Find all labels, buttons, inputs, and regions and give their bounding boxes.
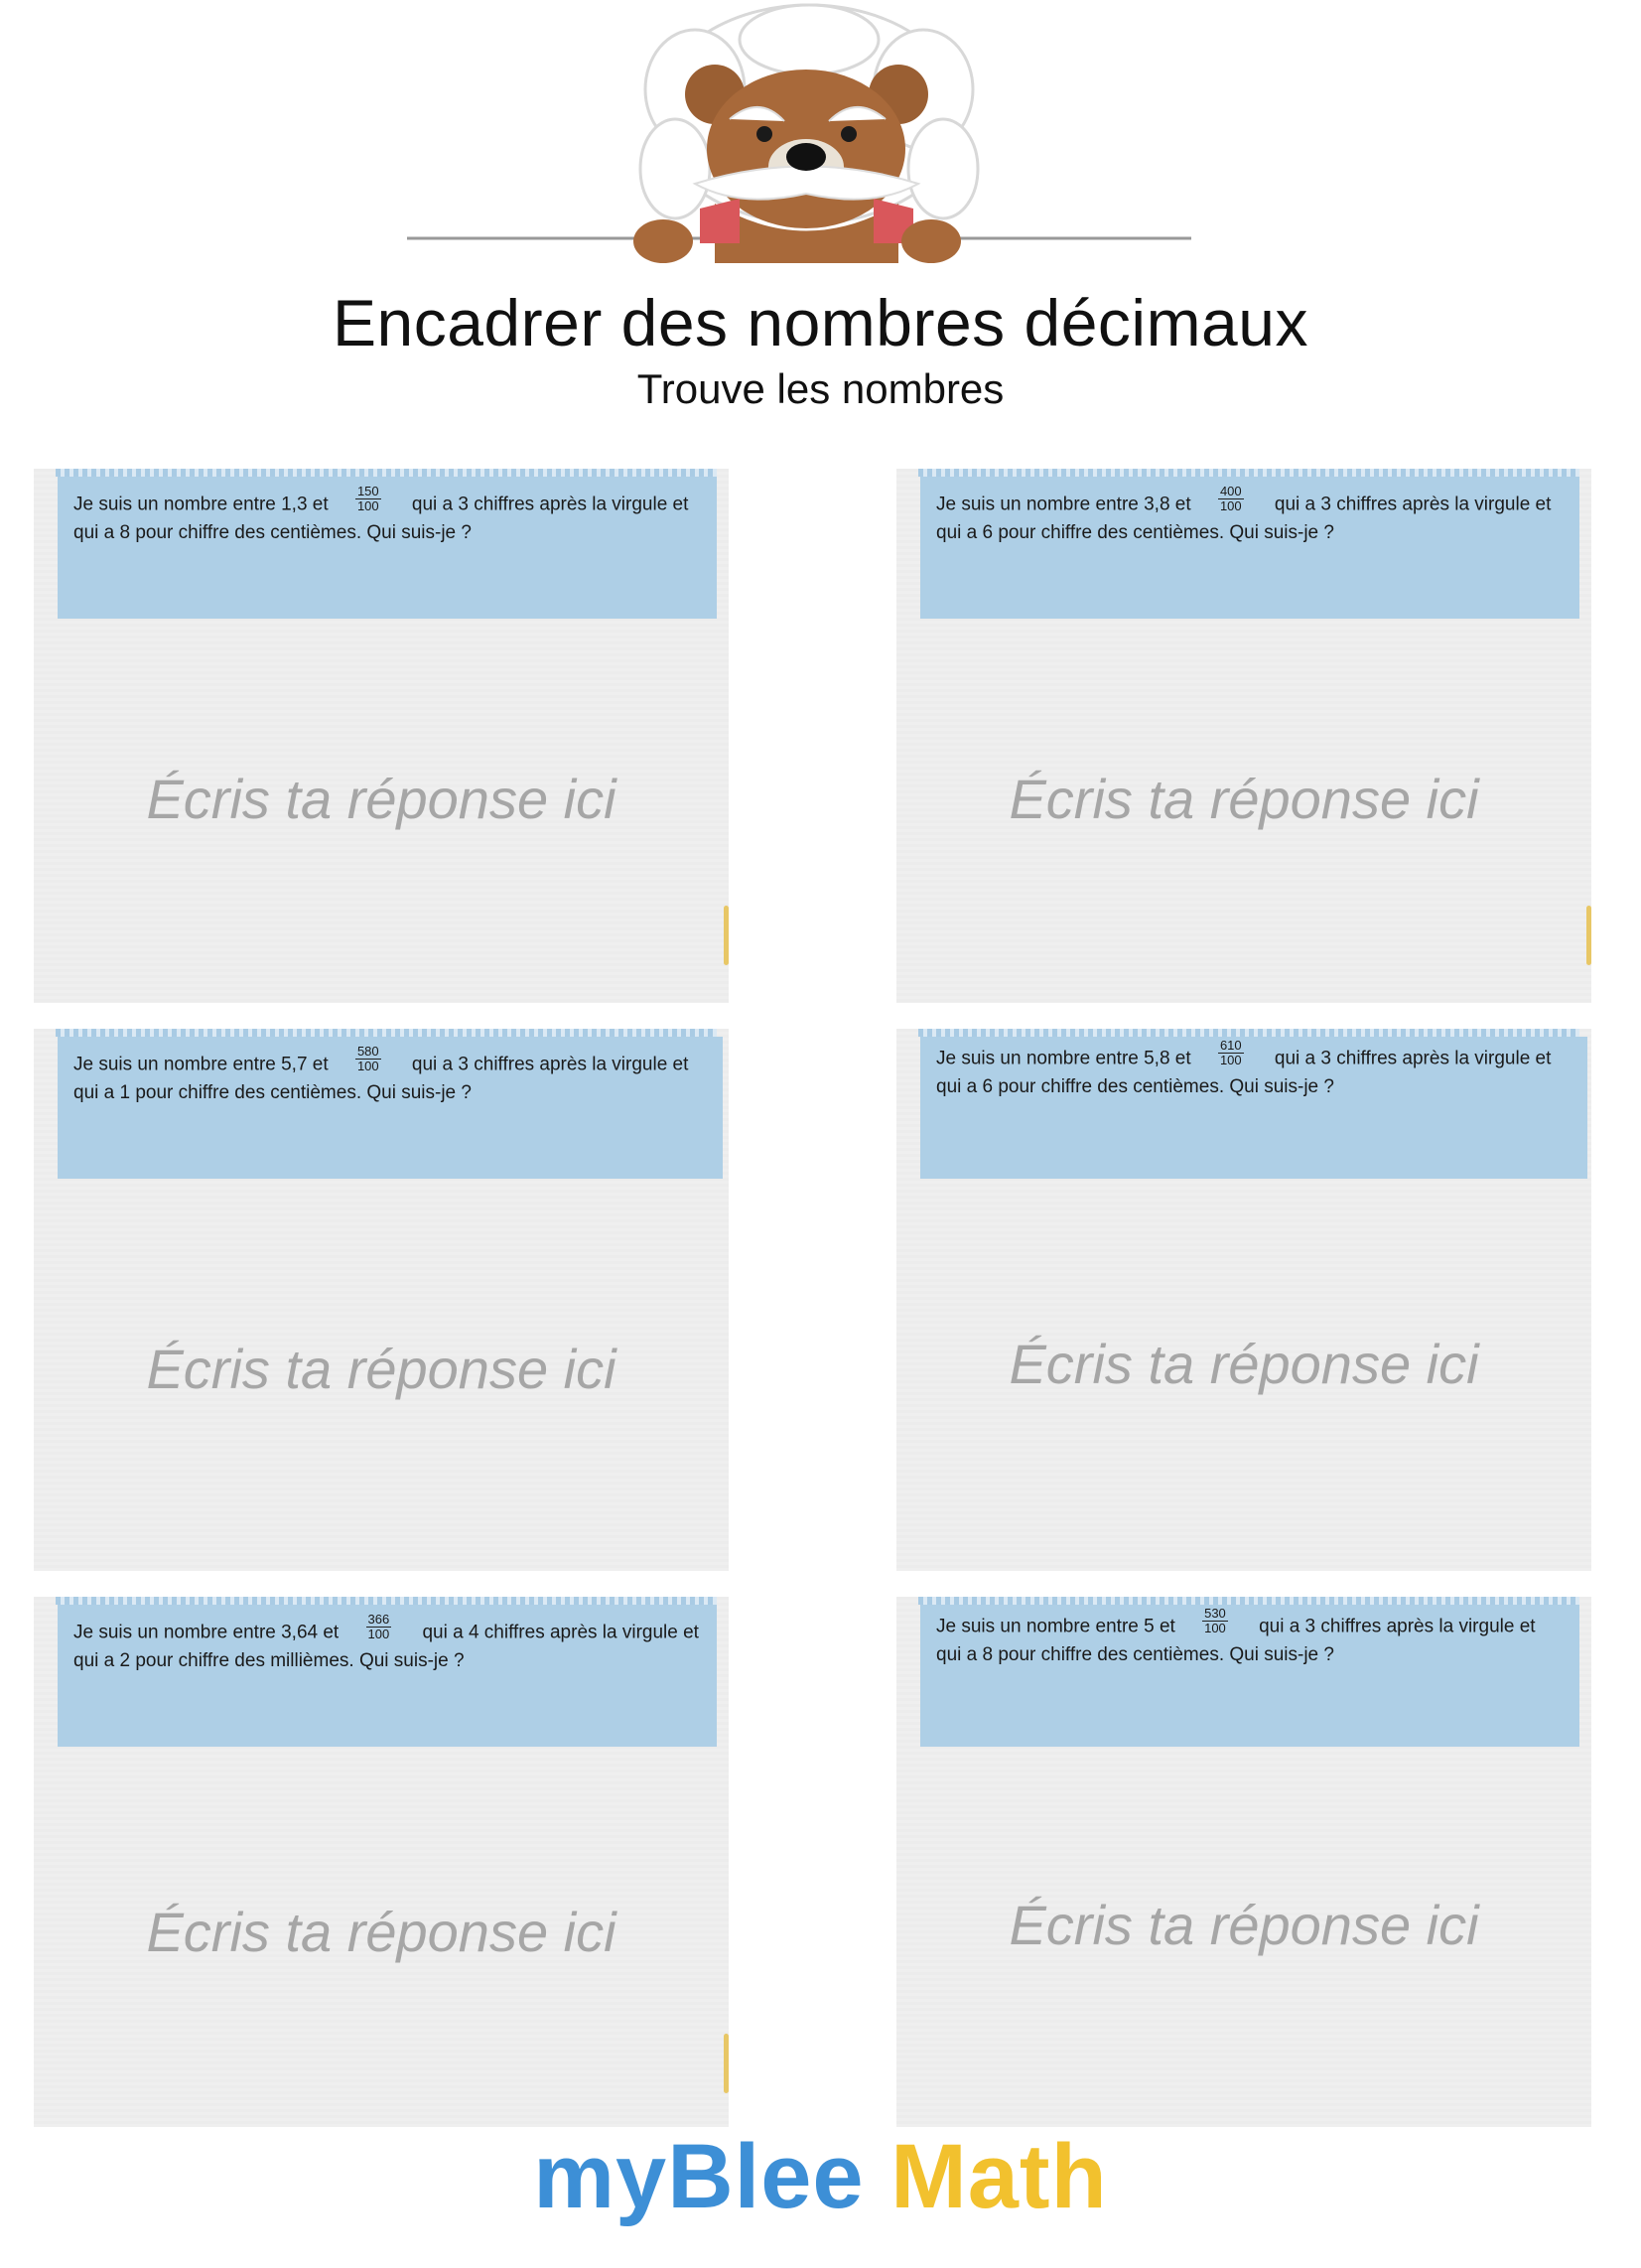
- perforation-edge: [918, 469, 1579, 477]
- card-edge-marker: [1586, 906, 1591, 965]
- card-edge-marker: [724, 906, 729, 965]
- question-box: [58, 1037, 723, 1179]
- fraction-numerator: 400: [1219, 484, 1242, 498]
- logo-part-myblee: myBlee: [533, 2126, 865, 2227]
- fraction-denominator: 100: [356, 498, 379, 513]
- question-text-line2: qui a 6 pour chiffre des centièmes. Qui suis-je ?: [936, 1076, 1334, 1097]
- fraction: [355, 1045, 381, 1073]
- question-box: [58, 477, 717, 619]
- exercise-card: [896, 469, 1591, 1003]
- card-edge-marker: [724, 2034, 729, 2093]
- exercise-card: [896, 1597, 1591, 2127]
- question-text-line2: qui a 2 pour chiffre des millièmes. Qui suis-je ?: [73, 1650, 465, 1671]
- question-text-line2: qui a 8 pour chiffre des centièmes. Qui suis-je ?: [936, 1644, 1334, 1665]
- perforation-edge: [918, 1029, 1579, 1037]
- question-box: [920, 477, 1579, 619]
- perforation-edge: [56, 1029, 717, 1037]
- exercise-card: [896, 1029, 1591, 1571]
- fraction: [355, 485, 381, 513]
- question-text-start: Je suis un nombre entre 5,7 et: [73, 1054, 329, 1075]
- fraction: [366, 1613, 392, 1641]
- fraction-denominator: 100: [367, 1627, 390, 1641]
- perforation-edge: [56, 469, 717, 477]
- exercise-card: [34, 1029, 729, 1571]
- question-text-end: qui a 3 chiffres après la virgule et: [411, 1054, 689, 1075]
- answer-field[interactable]: Écris ta réponse ici: [1009, 1894, 1479, 1956]
- fraction-numerator: 530: [1204, 1606, 1226, 1621]
- question-text-end: qui a 3 chiffres après la virgule et: [411, 494, 689, 515]
- question-text-start: Je suis un nombre entre 3,8 et: [936, 494, 1191, 515]
- question-box: [920, 1037, 1587, 1179]
- fraction-denominator: 100: [356, 1059, 379, 1073]
- fraction-denominator: 100: [1204, 1621, 1226, 1635]
- exercise-card: [34, 469, 729, 1003]
- fraction: [1202, 1607, 1228, 1635]
- fraction-numerator: 610: [1219, 1038, 1242, 1053]
- question-text-line2: qui a 8 pour chiffre des centièmes. Qui suis-je ?: [73, 522, 472, 543]
- answer-field[interactable]: Écris ta réponse ici: [146, 1901, 616, 1963]
- page-subtitle: Trouve les nombres: [636, 365, 1005, 412]
- question-text-start: Je suis un nombre entre 5 et: [936, 1616, 1175, 1637]
- perforation-edge: [56, 1597, 717, 1605]
- fraction: [1218, 1039, 1244, 1067]
- question-text-end: qui a 3 chiffres après la virgule et: [1274, 494, 1552, 515]
- logo-part-math: Math: [890, 2126, 1108, 2227]
- fraction-numerator: 366: [367, 1612, 390, 1627]
- question-text-start: Je suis un nombre entre 3,64 et: [73, 1622, 340, 1643]
- question-text-start: Je suis un nombre entre 5,8 et: [936, 1048, 1191, 1069]
- question-text-end: qui a 3 chiffres après la virgule et: [1274, 1048, 1552, 1069]
- perforation-edge: [918, 1597, 1579, 1605]
- bear-mascot-icon: [0, 0, 1641, 268]
- fraction-numerator: 580: [356, 1044, 379, 1059]
- question-box: [920, 1605, 1579, 1747]
- question-text-line2: qui a 6 pour chiffre des centièmes. Qui suis-je ?: [936, 522, 1334, 543]
- answer-field[interactable]: Écris ta réponse ici: [146, 1338, 616, 1400]
- fraction-denominator: 100: [1219, 498, 1242, 513]
- fraction: [1218, 485, 1244, 513]
- fraction-numerator: 150: [356, 484, 379, 498]
- answer-field[interactable]: Écris ta réponse ici: [146, 768, 616, 830]
- brand-logo: [0, 2125, 1641, 2229]
- question-text-start: Je suis un nombre entre 1,3 et: [73, 494, 329, 515]
- answer-field[interactable]: Écris ta réponse ici: [1009, 1333, 1479, 1395]
- question-text-end: qui a 3 chiffres après la virgule et: [1259, 1616, 1536, 1637]
- fraction-denominator: 100: [1219, 1053, 1242, 1067]
- answer-field[interactable]: Écris ta réponse ici: [1009, 768, 1479, 830]
- question-box: [58, 1605, 717, 1747]
- question-text-line2: qui a 1 pour chiffre des centièmes. Qui suis-je ?: [73, 1082, 472, 1103]
- page-title: Encadrer des nombres décimaux: [333, 286, 1308, 359]
- exercise-card: [34, 1597, 729, 2127]
- question-text-end: qui a 4 chiffres après la virgule et: [422, 1622, 699, 1643]
